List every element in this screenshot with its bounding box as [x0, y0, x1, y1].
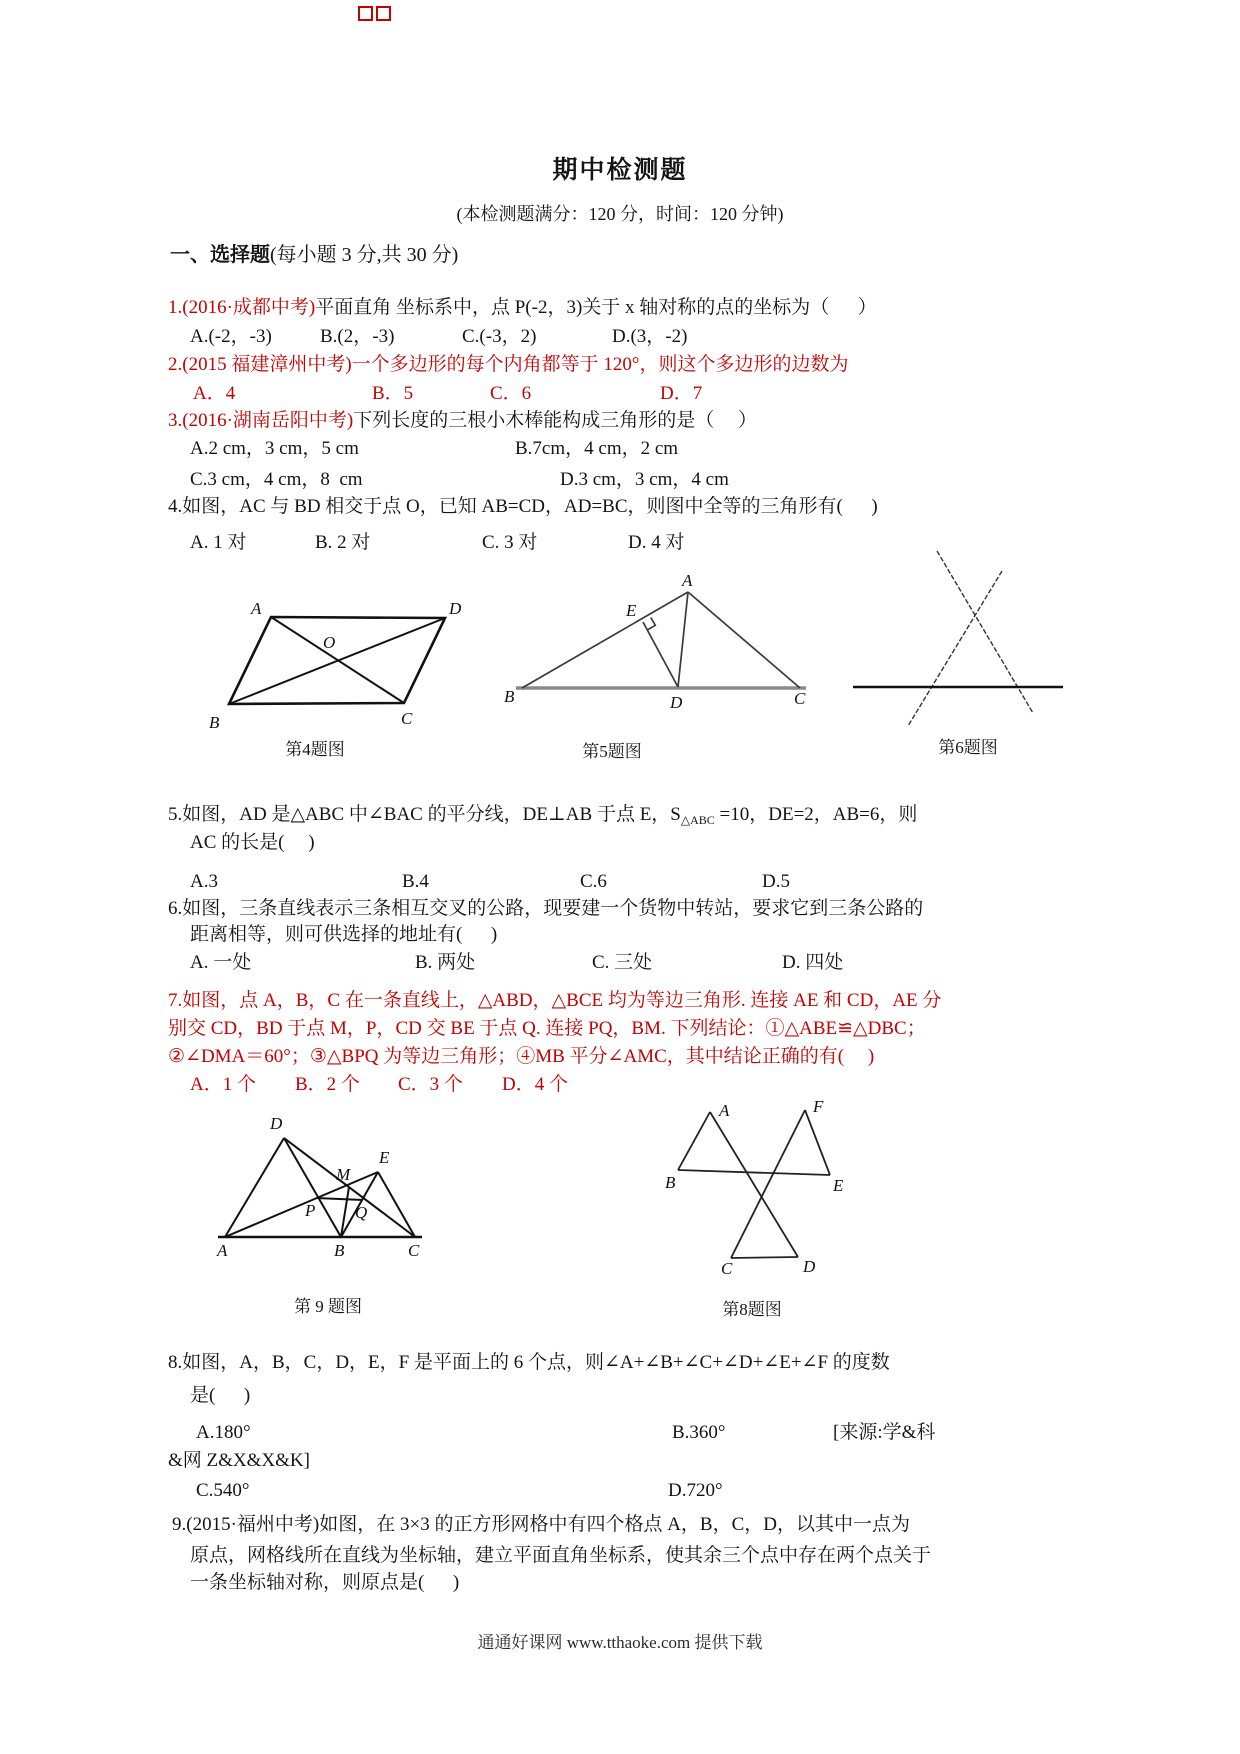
vertex-label-c: C: [721, 1259, 733, 1278]
q8-watermark-2: &网 Z&X&X&K]: [168, 1450, 310, 1471]
q7-option-b: B．2 个: [295, 1074, 360, 1095]
q5-line-1: [168, 802, 917, 829]
segment-ba: [678, 1112, 710, 1170]
q5-option-b: B.4: [402, 871, 429, 892]
q8-option-a: A.180°: [196, 1422, 251, 1443]
vertex-label-c: C: [408, 1241, 420, 1260]
segment-ad: [678, 592, 688, 687]
vertex-label-b: B: [209, 713, 220, 732]
segment-cd: [731, 1257, 798, 1258]
vertex-label-a: A: [719, 1101, 730, 1120]
q5-option-d: D.5: [762, 871, 790, 892]
q8-option-c: C.540°: [196, 1480, 250, 1501]
segment-db: [284, 1138, 341, 1237]
figure-q8-caption: 第8题图: [722, 1300, 782, 1319]
q4-line: 4.如图，AC 与 BD 相交于点 O，已知 AB=CD，AD=BC，则图中全等的三角形有( ): [168, 496, 878, 517]
diagonal-bd: [229, 618, 445, 704]
q5-text-b: =10，DE=2，AB=6，则: [714, 804, 918, 825]
segment-fe: [805, 1110, 830, 1175]
segment-be: [678, 1170, 830, 1175]
q5-option-c: C.6: [580, 871, 607, 892]
right-angle-mark: [648, 618, 656, 630]
site-footer: 通通好课网 www.tthaoke.com 提供下载: [477, 1633, 763, 1652]
q2-option-a: A．4: [193, 383, 236, 404]
vertex-label-a: A: [251, 599, 262, 618]
q2-option-d: D．7: [660, 383, 703, 404]
q2-line: [168, 352, 849, 378]
q8-line-1: 8.如图，A，B，C，D，E，F 是平面上的 6 个点，则∠A+∠B+∠C+∠D+∠E+∠F 的度数: [168, 1352, 890, 1373]
q2-option-b: B．5: [372, 383, 414, 404]
q5-line-2: AC 的长是( ): [190, 832, 315, 853]
vertex-label-e: E: [833, 1176, 844, 1195]
q9-line-1: 9.(2015·福州中考)如图，在 3×3 的正方形网格中有四个格点 A，B，C，D，以其中一点为: [172, 1514, 910, 1535]
vertex-label-m: M: [336, 1165, 351, 1184]
vertex-label-d: D: [803, 1257, 816, 1276]
figure-q6-caption: 第6题图: [938, 738, 998, 757]
q7-line-2: 别交 CD，BD 于点 M，P，CD 交 BE 于点 Q. 连接 PQ，BM. 下列结论：①△ABE≌△DBC；: [168, 1018, 926, 1039]
segment-ad: [710, 1112, 798, 1257]
vertex-label-a: A: [217, 1241, 228, 1260]
q7-option-c: C．3 个: [398, 1074, 463, 1095]
q5-subscript: △ABC: [680, 813, 715, 827]
q1-option-a: A.(-2，-3): [190, 326, 272, 347]
q9-line-2: 原点，网格线所在直线为坐标轴，建立平面直角坐标系，使其余三个点中存在两个点关于: [190, 1545, 932, 1566]
q2-option-c: C．6: [490, 383, 532, 404]
segment-ed: [643, 622, 678, 687]
side-ba: [522, 592, 688, 688]
q8-watermark-1: [来源:学&科: [833, 1422, 936, 1443]
q3-option-b: B.7cm，4 cm，2 cm: [515, 438, 679, 459]
q4-option-c: C. 3 对: [482, 532, 538, 553]
q4-option-d: D. 4 对: [628, 532, 685, 553]
q7-option-a: A．1 个: [190, 1074, 256, 1095]
q7-line-3: ②∠DMA＝60°；③△BPQ 为等边三角形；④MB 平分∠AMC，其中结论正确的有( ): [168, 1046, 875, 1067]
vertex-label-e: E: [379, 1148, 390, 1167]
q3-line: [168, 408, 757, 434]
scan-artifact-mark: [358, 6, 373, 21]
q3-option-d: D.3 cm，3 cm，4 cm: [560, 469, 729, 490]
figure-q7-caption: 第 9 题图: [294, 1297, 362, 1316]
q7-option-d: D．4 个: [502, 1074, 568, 1095]
figure-q5-triangle: [500, 572, 820, 714]
figure-q4-caption: 第4题图: [285, 740, 345, 759]
q1-source-tag: 1.(2016·成都中考): [168, 297, 316, 318]
q1-text: 平面直角 坐标系中，点 P(-2，3)关于 x 轴对称的点的坐标为（ ）: [315, 297, 877, 318]
vertex-label-b: B: [504, 687, 515, 706]
q3-option-a: A.2 cm，3 cm，5 cm: [190, 438, 359, 459]
road-line-2: [908, 571, 1002, 726]
q3-text: 下列长度的三根小木棒能构成三角形的是（ ）: [353, 410, 757, 431]
q8-line-2: 是( ): [190, 1385, 251, 1406]
vertex-label-d: D: [670, 693, 683, 712]
vertex-label-b: B: [334, 1241, 345, 1260]
vertex-label-o: O: [323, 633, 336, 652]
q4-option-b: B. 2 对: [315, 532, 371, 553]
section-heading-note: (每小题 3 分,共 30 分): [270, 244, 459, 266]
q5-text-a: 5.如图，AD 是△ABC 中∠BAC 的平分线，DE⊥AB 于点 E，S: [168, 804, 681, 825]
side-ac: [688, 592, 800, 688]
section-heading-bold: 一、选择题: [170, 244, 270, 266]
vertex-label-c: C: [401, 709, 413, 728]
q4-option-a: A. 1 对: [190, 532, 247, 553]
q9-line-3: 一条坐标轴对称，则原点是( ): [190, 1572, 460, 1593]
figure-q4-parallelogram: [195, 596, 465, 746]
vertex-label-b: B: [665, 1173, 676, 1192]
segment-ec: [378, 1172, 415, 1237]
figure-q7-equilateral-triangles: [188, 1103, 443, 1268]
vertex-label-f: F: [813, 1097, 824, 1116]
q7-line-1: 7.如图，点 A，B，C 在一条直线上，△ABD，△BCE 均为等边三角形. 连接 AE 和 CD，AE 分: [168, 990, 942, 1011]
page-title: 期中检测题: [552, 157, 688, 184]
q2-text: 一个多边形的每个内角都等于 120°，则这个多边形的边数为: [351, 354, 849, 375]
vertex-label-a: A: [682, 572, 693, 590]
q2-source-tag: 2.(2015 福建漳州中考): [168, 354, 352, 375]
q6-option-b: B. 两处: [415, 952, 476, 973]
segment-fc: [731, 1110, 805, 1258]
vertex-label-d: D: [270, 1114, 283, 1133]
section-heading: [170, 238, 458, 267]
q1-option-c: C.(-3，2): [462, 326, 537, 347]
q6-option-d: D. 四处: [782, 952, 844, 973]
q1-option-b: B.(2，-3): [320, 326, 395, 347]
q5-option-a: A.3: [190, 871, 218, 892]
road-line-1: [937, 551, 1033, 713]
segment-pq: [316, 1198, 363, 1200]
q6-option-a: A. 一处: [190, 952, 252, 973]
q3-source-tag: 3.(2016·湖南岳阳中考): [168, 410, 354, 431]
vertex-label-d: D: [449, 599, 462, 618]
figure-q8-star: [653, 1088, 868, 1283]
page-subtitle: (本检测题满分：120 分，时间：120 分钟): [456, 204, 784, 224]
q8-option-d: D.720°: [668, 1480, 723, 1501]
segment-ad: [225, 1138, 284, 1237]
scan-artifact-mark: [376, 6, 391, 21]
q6-line-1: 6.如图，三条直线表示三条相互交叉的公路，现要建一个货物中转站，要求它到三条公路的: [168, 898, 924, 919]
q1-line: [168, 295, 877, 321]
q3-option-c: C.3 cm，4 cm，8 cm: [190, 469, 363, 490]
vertex-label-p: P: [305, 1201, 316, 1220]
figure-q6-roads: [845, 538, 1075, 738]
figure-q5-caption: 第5题图: [582, 742, 642, 761]
q8-option-b: B.360°: [672, 1422, 726, 1443]
vertex-label-c: C: [794, 689, 806, 708]
q6-line-2: 距离相等，则可供选择的地址有( ): [190, 924, 498, 945]
vertex-label-e: E: [626, 601, 637, 620]
q6-option-c: C. 三处: [592, 952, 653, 973]
vertex-label-q: Q: [355, 1203, 368, 1222]
q1-option-d: D.(3，-2): [612, 326, 688, 347]
